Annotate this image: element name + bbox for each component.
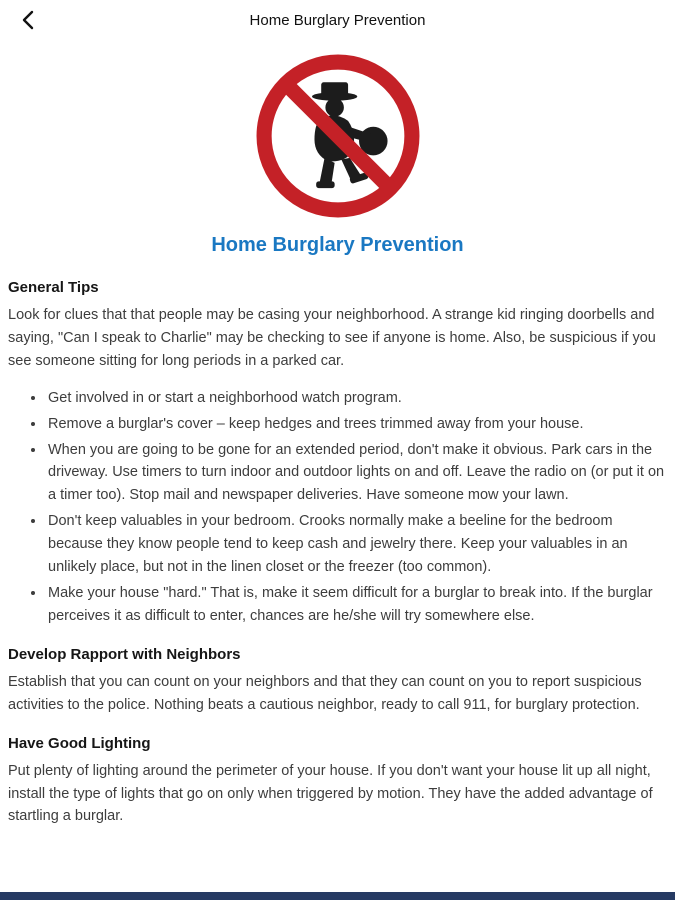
section-good-lighting [8,735,667,829]
list-item: • Don't keep valuables in your bedroom. Crooks normally make a beeline for the bedroom because they know people tend to keep cash and jewelry there. Keep your valuables in an unlikely place, but not in the linen closet or the freezer (too common). [46,510,667,579]
top-bar [0,0,675,40]
section-paragraph: Put plenty of lighting around the perimeter of your house. If you don't want your house lit up all night, install the type of lights that go on only when triggered by motion. They have the added advantage of startling a burglar. [8,762,653,825]
section-title: General Tips [8,279,99,296]
article-content [0,40,675,900]
list-item: • Remove a burglar's cover – keep hedges and trees trimmed away from your house. [46,413,667,436]
chevron-left-icon [22,10,34,30]
section-title: Have Good Lighting [8,734,151,752]
list-item: • Make your house "hard." That is, make it seem difficult for a burglar to break into. If the burglar perceives it as difficult to enter, chances are he/she will try somewhere else. [46,582,667,628]
section-paragraph: Look for clues that that people may be casing your neighborhood. A strange kid ringing doorbells and saying, "Can I speak to Charlie" may be checking to see if anyone is home. Also, be suspicious if you see someone sitting for long periods in a parked car. [8,307,656,369]
list-item: • When you are going to be gone for an extended period, don't make it obvious. Park cars in the driveway. Use timers to turn indoor and outdoor lights on and off. Leave the radio on (or put it on a timer too). Stop mail and newspaper deliveries. Have someone mow your lawn. [46,439,667,508]
page-title: Home Burglary Prevention [249,11,426,29]
section-title: Develop Rapport with Neighbors [8,645,241,663]
back-button[interactable] [12,4,44,36]
list-item: • Get involved in or start a neighborhood watch program. [46,387,667,410]
section-develop-rapport [8,646,667,717]
section-general-tips [8,279,667,628]
bottom-bar [0,892,675,900]
no-burglar-icon [254,52,422,220]
article-heading: Home Burglary Prevention [211,234,464,256]
tips-list [8,387,667,628]
section-paragraph: Establish that you can count on your neighbors and that they can count on you to report suspicious activities to the police. Nothing beats a cautious neighbor, ready to call 911, for burglary protection. [8,673,642,713]
hero-image-wrap [8,52,667,220]
